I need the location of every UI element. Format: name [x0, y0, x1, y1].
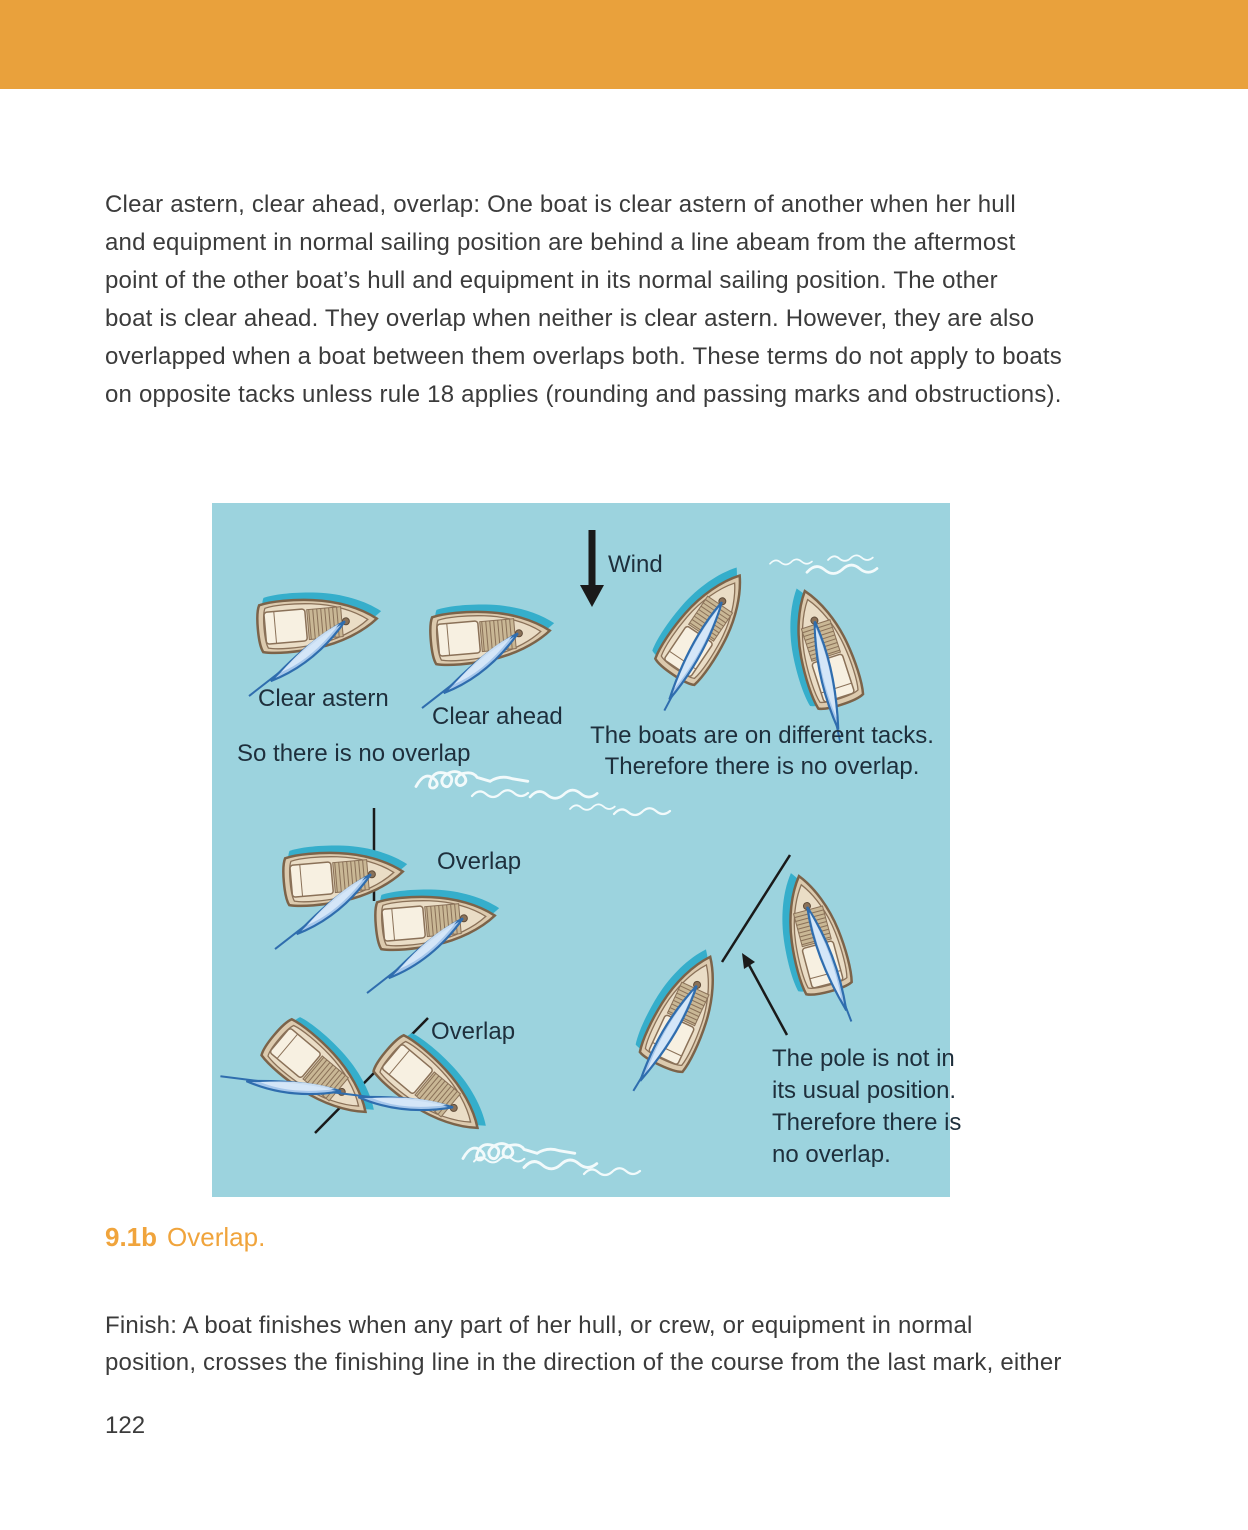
definition-paragraph: Clear astern, clear ahead, overlap: One boat is clear astern of another when her hull and equipment in normal sailing position are behind a line abeam from the aftermost point of the other boat’s hull and equipment in its normal sailing position. The other boat is clear ahead. They overlap when neither is clear astern. However, they are also overlapped when a boat between them overlaps both. These terms do not apply to boats on opposite tacks unless rule 18 applies (rounding and passing marks and obstructions). [105, 191, 1062, 408]
boat-pole-right [766, 865, 864, 1034]
boat-overlap-lower [358, 882, 505, 993]
clear-astern-label: Clear astern [258, 685, 389, 712]
figure-caption [105, 1222, 265, 1253]
wind-arrow-icon [580, 530, 604, 607]
different-tacks-label: The boats are on different tacks. Therefore there is no overlap. [590, 722, 934, 780]
pole-pointer-arrow-icon [742, 953, 787, 1035]
figure-number: 9.1b [105, 1222, 158, 1252]
boat-pole-left [615, 938, 735, 1107]
wave-icon [770, 555, 877, 573]
overlap-bottom-label: Overlap [431, 1018, 516, 1045]
no-overlap-label: So there is no overlap [237, 740, 471, 767]
page-number: 122 [105, 1412, 146, 1439]
clear-ahead-label: Clear ahead [432, 703, 563, 730]
overlap-mid-label: Overlap [437, 848, 522, 875]
wind-label: Wind [608, 551, 663, 578]
boat-clear-ahead [413, 597, 560, 708]
finish-paragraph: Finish: A boat finishes when any part of her hull, or crew, or equipment in normal position, crosses the finishing line in the direction of the course from the last mark, either [105, 1312, 1062, 1376]
boat-clear-astern [240, 585, 387, 696]
wave-icon [463, 1144, 640, 1175]
pole-label: The pole is not in its usual position. Therefore there is no overlap. [772, 1045, 962, 1168]
pole-line [722, 855, 790, 962]
overlap-diagram [212, 503, 962, 1197]
header-bar [0, 0, 1248, 89]
figure-caption-text: Overlap. [167, 1222, 266, 1252]
